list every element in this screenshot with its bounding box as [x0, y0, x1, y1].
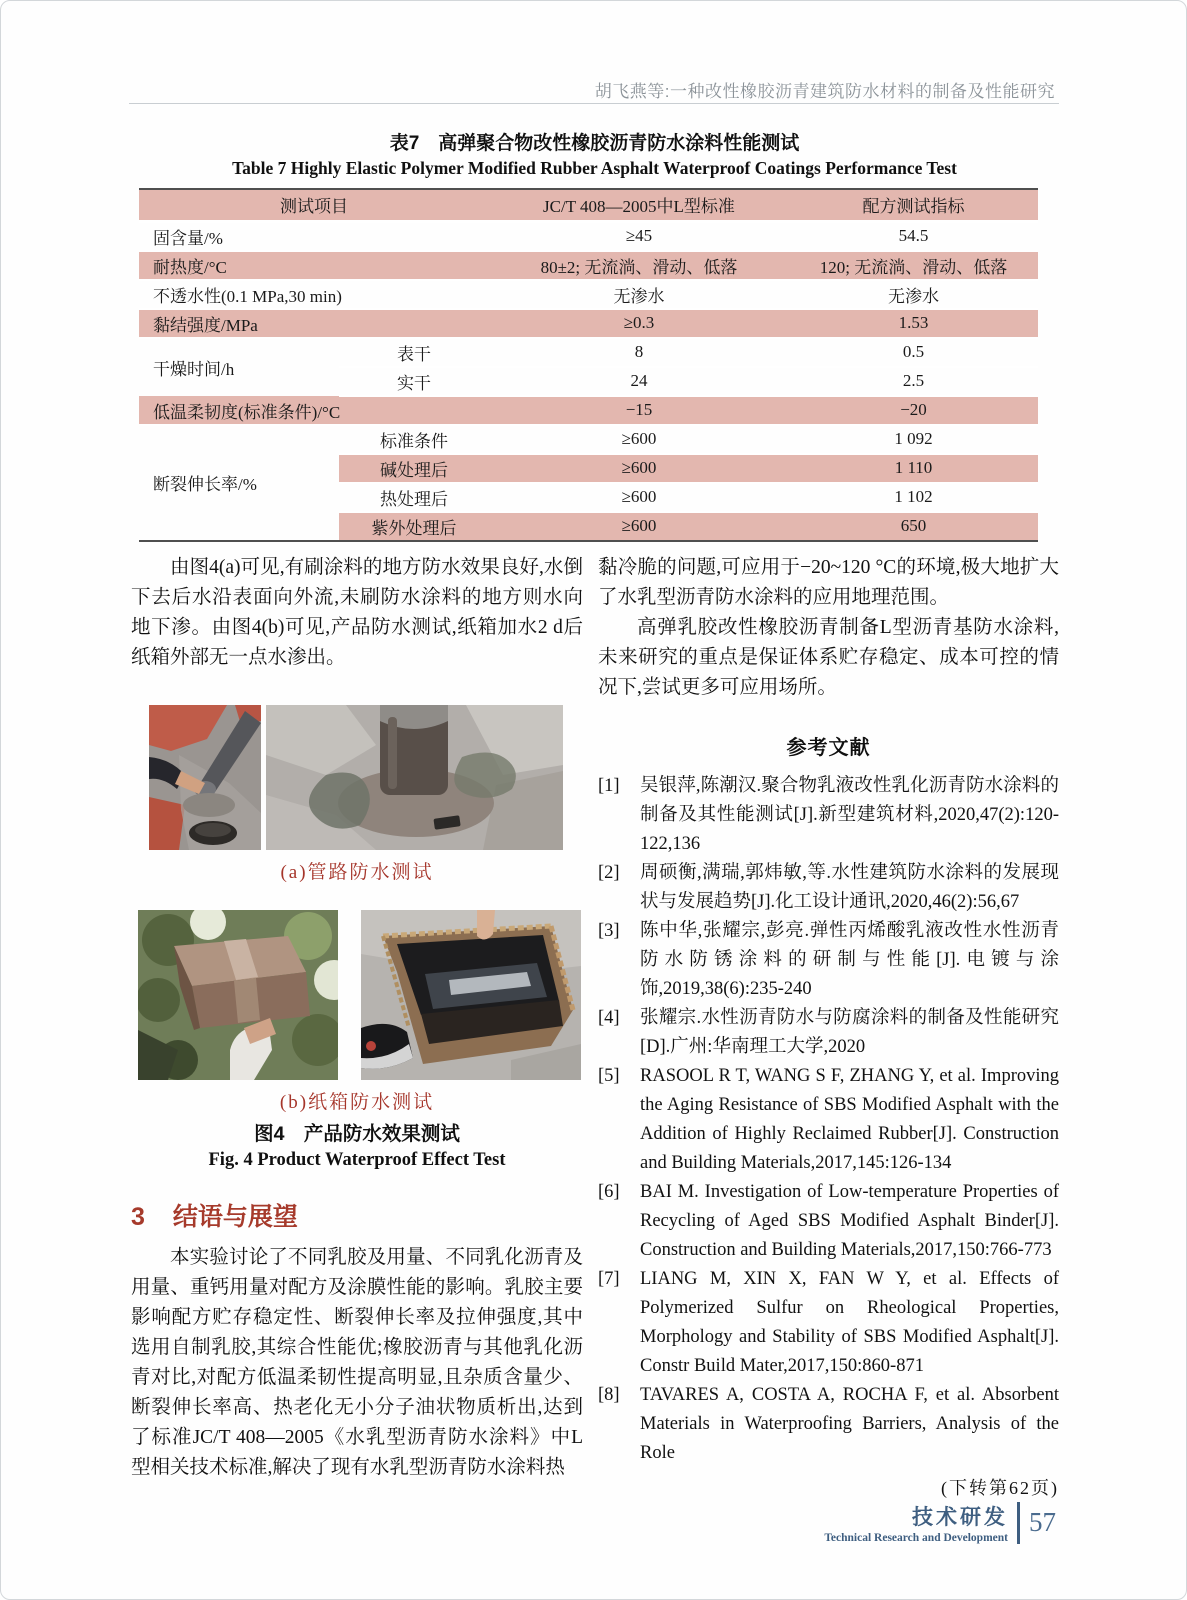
reference-item	[598, 1178, 1059, 1265]
reference-text: 周硕衡,满瑞,郭炜敏,等.水性建筑防水涂料的发展现状与发展趋势[J].化工设计通讯,2020,46(2):56,67	[640, 863, 1059, 912]
table-cell: 无渗水	[789, 280, 1038, 309]
header-rule	[129, 103, 1059, 104]
table-cell: ≥600	[489, 512, 789, 540]
page-footer	[824, 1501, 1056, 1544]
table-cell: 碱处理后	[339, 454, 489, 483]
paragraph: 黏冷脆的问题,可应用于−20~120 °C的环境,极大地扩大了水乳型沥青防水涂料的应用地理范围。	[598, 557, 1059, 608]
reference-item	[598, 1381, 1059, 1468]
reference-text: TAVARES A, COSTA A, ROCHA F, et al. Absorbent Materials in Waterproofing Barriers, Analysis of the Role	[640, 1385, 1059, 1463]
reference-number: [6]	[598, 1182, 620, 1202]
table-cell: 干燥时间/h	[153, 359, 235, 379]
reference-number: [7]	[598, 1269, 620, 1289]
paragraph: 由图4(a)可见,有刷涂料的地方防水效果良好,水倒下去后水沿表面向外流,未刷防水涂料的地方则水向地下渗。由图4(b)可见,产品防水测试,纸箱加水2 d后纸箱外部无一点水渗出。	[131, 557, 583, 668]
table-cell: ≥600	[489, 425, 789, 454]
photo-carton-water-test	[361, 910, 581, 1080]
table-cell: 24	[489, 367, 789, 396]
reference-item	[598, 1004, 1059, 1062]
photo-pipe-test-wide-view	[149, 705, 261, 850]
paragraph: 高弹乳胶改性橡胶沥青制备L型沥青基防水涂料,未来研究的重点是保证体系贮存稳定、成本可控的情况下,尝试更多可应用场所。	[598, 617, 1059, 698]
section-heading	[131, 1197, 583, 1233]
table-row	[139, 309, 1038, 338]
table-cell: 黏结强度/MPa	[139, 309, 489, 338]
table-header-row	[139, 190, 1038, 221]
table-cell: ≥0.3	[489, 309, 789, 338]
table-cell: 固含量/%	[139, 221, 489, 251]
reference-text: LIANG M, XIN X, FAN W Y, et al. Effects of Polymerized Sulfur on Rheological Properties, Morphology and Stability of SBS Modified Asphalt[J]. Constr Build Mater,2017,150:860-871	[640, 1269, 1059, 1376]
footer-section-en: Technical Research and Development	[824, 1532, 1008, 1544]
table-cell: −20	[789, 396, 1038, 425]
performance-table	[139, 188, 1038, 542]
reference-text: RASOOL R T, WANG S F, ZHANG Y, et al. Improving the Aging Resistance of SBS Modified Asphalt with the Addition of Highly Reclaimed Rubber[J]. Construction and Building Materials,2017,145:126-134	[640, 1066, 1059, 1173]
table-cell: 1.53	[789, 309, 1038, 338]
table-cell: ≥45	[489, 221, 789, 251]
table-row	[139, 396, 1038, 425]
table-row	[139, 251, 1038, 280]
reference-text: BAI M. Investigation of Low-temperature Properties of Recycling of Aged SBS Modified Asphalt Binder[J]. Construction and Building Materials,2017,150:766-773	[640, 1182, 1059, 1260]
reference-item	[598, 772, 1059, 859]
photo-carton-held-up	[138, 910, 338, 1080]
table-cell: 无渗水	[489, 280, 789, 309]
table-cell: 低温柔韧度(标准条件)/°C	[139, 396, 489, 425]
table-cell: 1 092	[789, 425, 1038, 454]
reference-item	[598, 859, 1059, 917]
running-head: 胡飞燕等:一种改性橡胶沥青建筑防水材料的制备及性能研究	[594, 82, 1055, 101]
table-row	[139, 280, 1038, 309]
table-cell: 断裂伸长率/%	[153, 475, 257, 494]
section-title: 结语与展望	[172, 1203, 298, 1231]
reference-number: [2]	[598, 863, 620, 883]
table-cell: 表干	[339, 338, 489, 367]
col-header-result: 配方测试指标	[789, 190, 1038, 221]
paragraph: 本实验讨论了不同乳胶及用量、不同乳化沥青及用量、重钙用量对配方及涂膜性能的影响。乳胶主要影响配方贮存稳定性、断裂伸长率及拉伸强度,其中选用自制乳胶,其综合性能优;橡胶沥青与其他乳化沥青对比,对配方低温柔韧性提高明显,且杂质含量少、断裂伸长率高、热老化无小分子油状物质析出,达到了标准JC/T 408—2005《水乳型沥青防水涂料》中L型相关技术标准,解决了现有水乳型沥青防水涂料热	[131, 1247, 583, 1478]
figure-4b	[131, 910, 583, 1080]
table-cell: 紫外处理后	[339, 512, 489, 540]
photo-pipe-test-closeup	[266, 705, 563, 850]
section-number: 3	[131, 1203, 145, 1231]
table-cell: 实干	[339, 367, 489, 396]
table-title-en: Table 7 Highly Elastic Polymer Modified Rubber Asphalt Waterproof Coatings Performance Test	[232, 158, 957, 178]
table-cell: 80±2; 无流淌、滑动、低落	[489, 251, 789, 280]
table-cell: 1 102	[789, 483, 1038, 512]
table-row	[139, 221, 1038, 251]
table-cell: 54.5	[789, 221, 1038, 251]
table-cell: 2.5	[789, 367, 1038, 396]
figure-4a	[131, 705, 583, 850]
table-cell: 650	[789, 512, 1038, 540]
table-row	[139, 338, 1038, 367]
performance-table-body	[139, 221, 1038, 540]
table-cell: ≥600	[489, 454, 789, 483]
figure-4b-caption: (b)纸箱防水测试	[279, 1092, 435, 1113]
continuation-note: (下转第62页)	[941, 1478, 1059, 1498]
table-cell: 1 110	[789, 454, 1038, 483]
reference-number: [5]	[598, 1066, 620, 1086]
footer-section-cn: 技术研发	[912, 1506, 1008, 1529]
left-column	[131, 553, 583, 1483]
references-list	[598, 772, 1059, 1468]
table-cell: ≥600	[489, 483, 789, 512]
figure-4-caption-cn: 图4 产品防水效果测试	[254, 1123, 460, 1145]
reference-number: [4]	[598, 1008, 620, 1028]
reference-number: [8]	[598, 1385, 620, 1405]
reference-item	[598, 1062, 1059, 1178]
table-cell: −15	[489, 396, 789, 425]
reference-item	[598, 1265, 1059, 1381]
table-cell: 8	[489, 338, 789, 367]
figure-4a-caption: (a)管路防水测试	[280, 862, 434, 883]
references-title: 参考文献	[786, 737, 871, 759]
table-title-cn: 表7 高弹聚合物改性橡胶沥青防水涂料性能测试	[389, 133, 800, 154]
table-cell: 耐热度/°C	[139, 251, 489, 280]
footer-section	[824, 1501, 1008, 1544]
right-column	[598, 553, 1059, 1500]
table-cell: 0.5	[789, 338, 1038, 367]
col-header-standard: JC/T 408—2005中L型标准	[489, 190, 789, 221]
reference-text: 陈中华,张耀宗,彭亮.弹性丙烯酸乳液改性水性沥青防水防锈涂料的研制与性能[J].电镀与涂饰,2019,38(6):235-240	[640, 921, 1059, 999]
reference-number: [3]	[598, 921, 620, 941]
reference-number: [1]	[598, 776, 620, 796]
footer-divider	[1017, 1502, 1020, 1544]
table-cell: 标准条件	[339, 425, 489, 454]
figure-4-caption-en: Fig. 4 Product Waterproof Effect Test	[208, 1150, 506, 1170]
table-cell: 热处理后	[339, 483, 489, 512]
table-cell: 120; 无流淌、滑动、低落	[789, 251, 1038, 280]
reference-text: 吴银萍,陈潮汉.聚合物乳液改性乳化沥青防水涂料的制备及其性能测试[J].新型建筑材料,2020,47(2):120-122,136	[640, 776, 1059, 854]
page-number: 57	[1029, 1507, 1056, 1537]
table-cell: 不透水性(0.1 MPa,30 min)	[139, 280, 489, 309]
table-row	[139, 425, 1038, 454]
reference-item	[598, 917, 1059, 1004]
reference-text: 张耀宗.水性沥青防水与防腐涂料的制备及性能研究[D].广州:华南理工大学,2020	[640, 1008, 1059, 1057]
col-header-item: 测试项目	[139, 190, 489, 221]
